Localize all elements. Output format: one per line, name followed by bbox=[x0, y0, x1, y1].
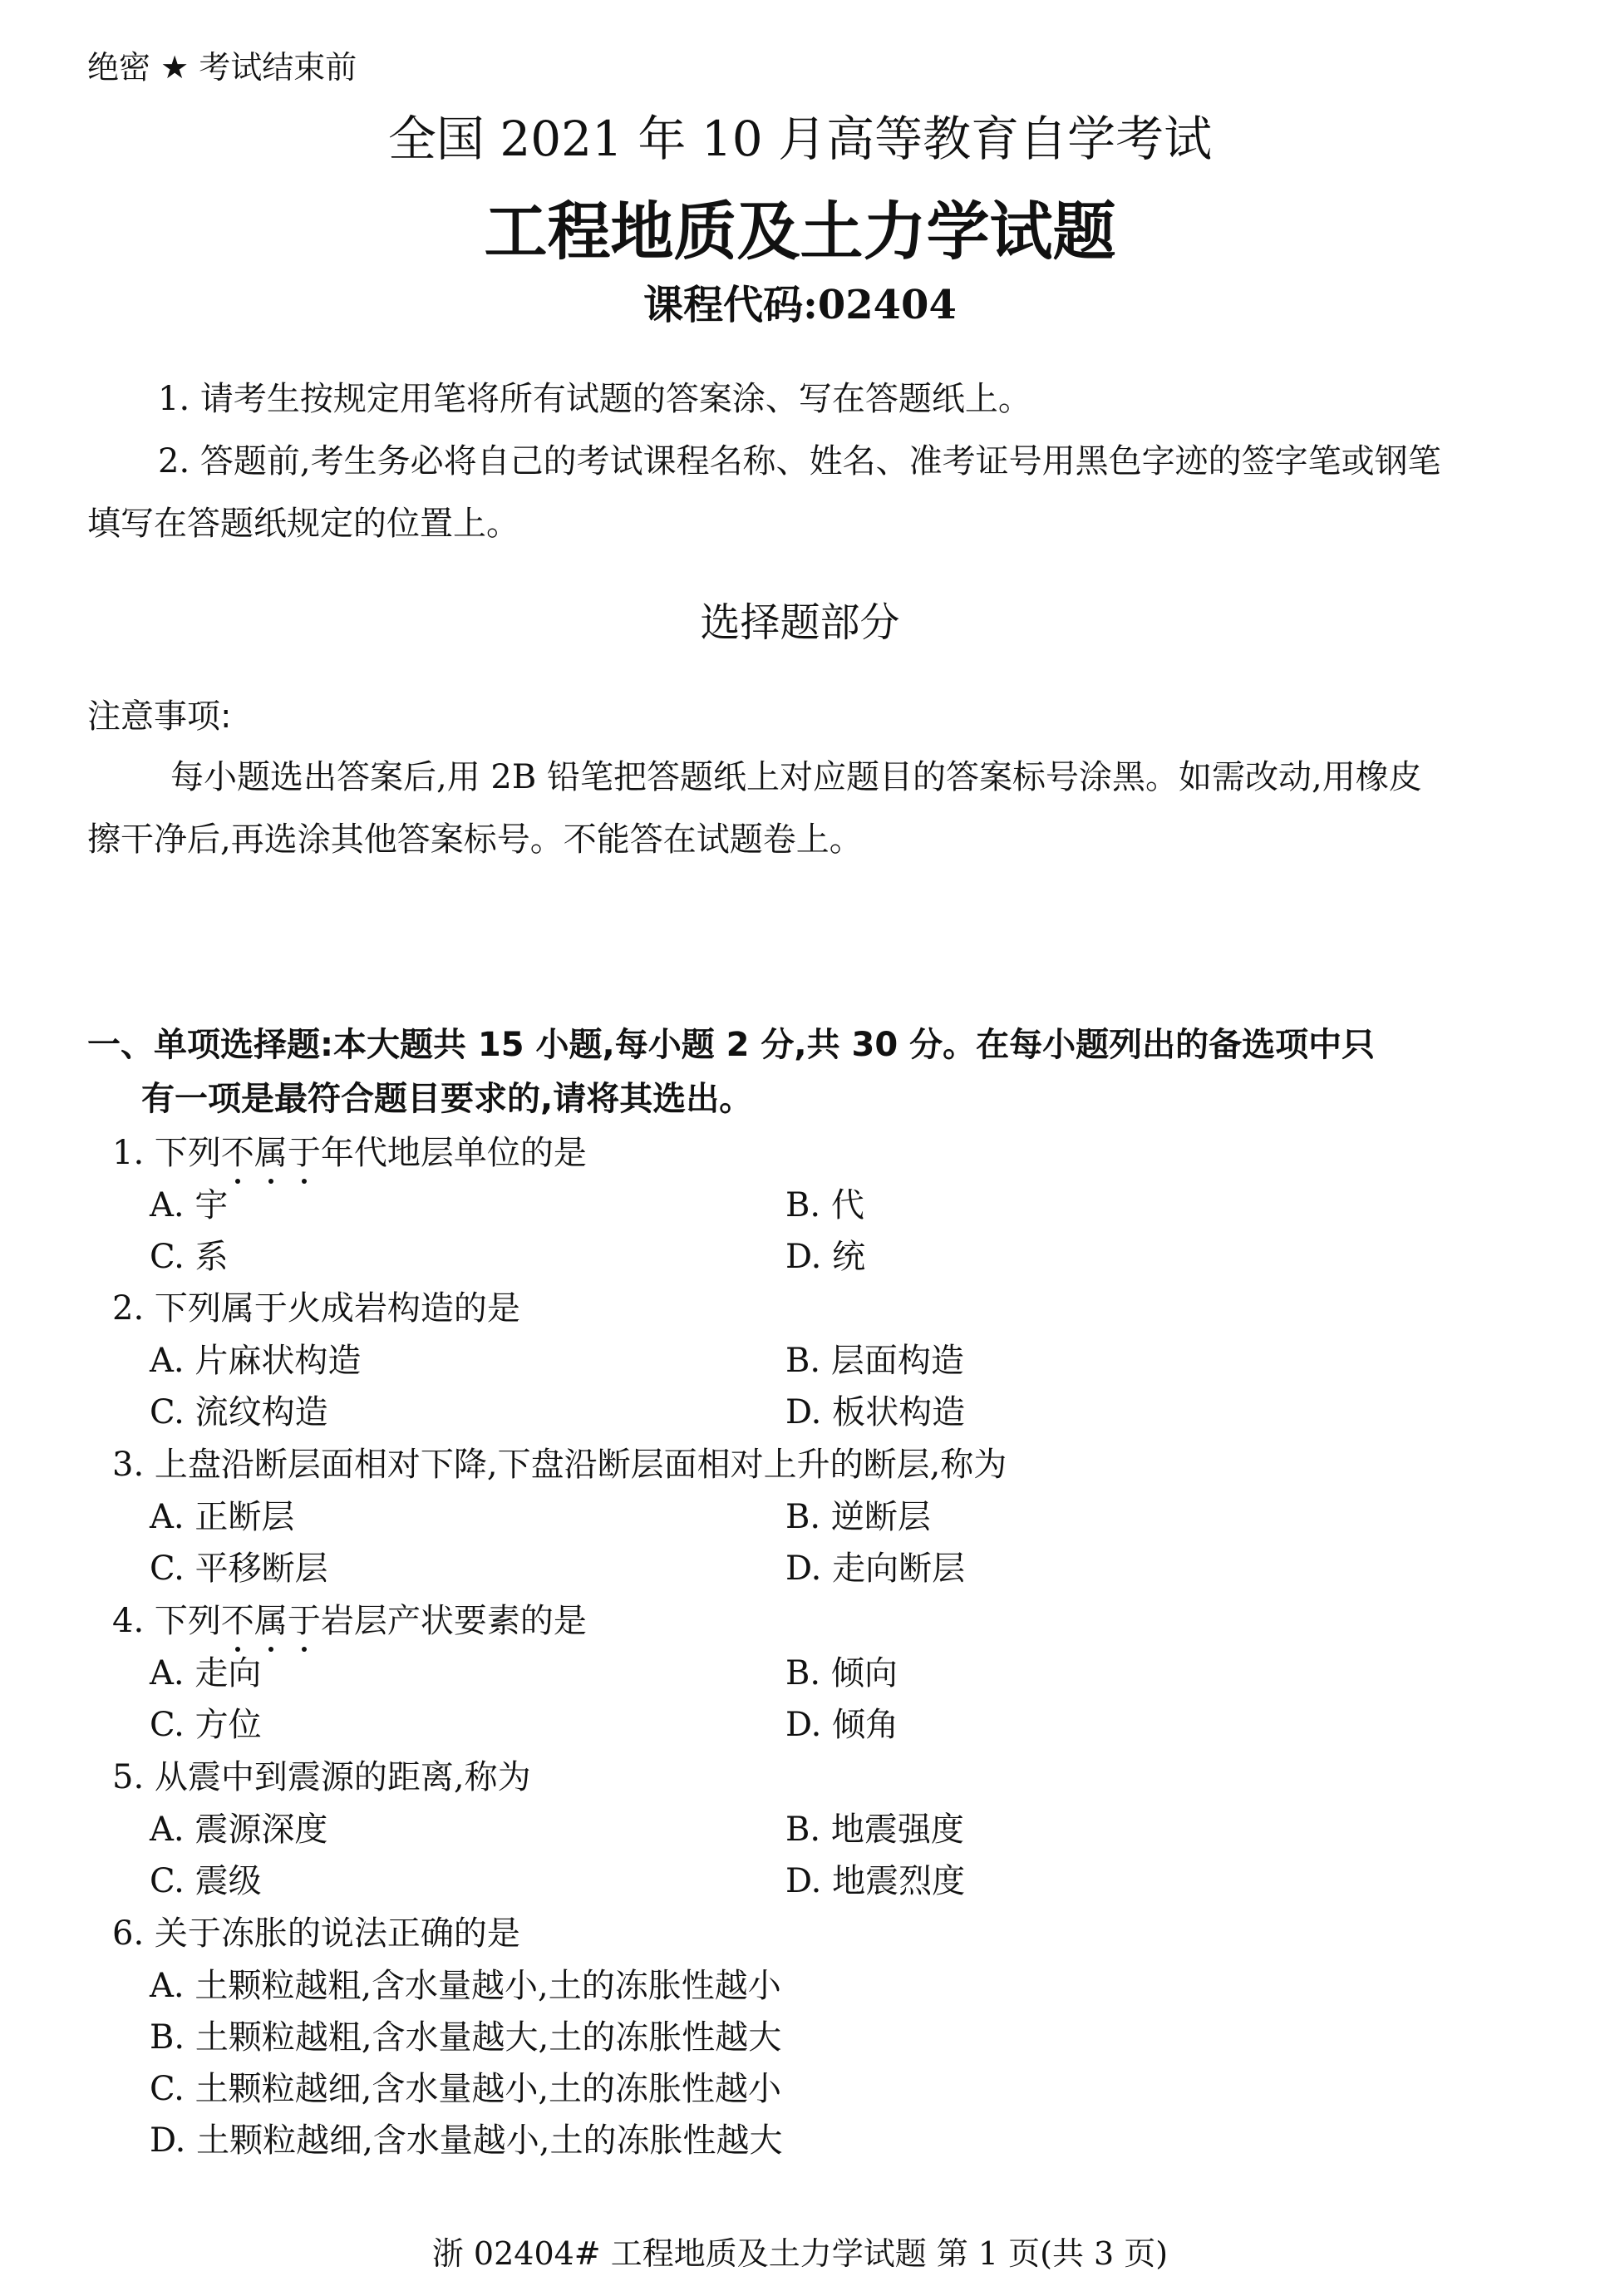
option-d: D. 地震烈度 bbox=[785, 1862, 966, 1900]
emphasis-char: 不 bbox=[220, 1602, 254, 1640]
confidential-label: 绝密 ★ 考试结束前 bbox=[87, 49, 357, 86]
emphasis-char: 于 bbox=[287, 1134, 321, 1172]
option-c: C. 系 bbox=[150, 1238, 229, 1276]
notice-text-1: 每小题选出答案后,用 2B 铅笔把答题纸上对应题目的答案标号涂黑。如需改动,用橡皮 bbox=[170, 758, 1422, 796]
exam-title: 全国 2021 年 10 月高等教育自学考试 bbox=[387, 111, 1213, 167]
instruction-1: 1. 请考生按规定用笔将所有试题的答案涂、写在答题纸上。 bbox=[158, 380, 1031, 418]
course-code: 课程代码:02404 bbox=[643, 282, 957, 328]
option-a: A. 走向 bbox=[150, 1654, 262, 1692]
notice-text-2: 擦干净后,再选涂其他答案标号。不能答在试题卷上。 bbox=[87, 820, 863, 859]
option-c: C. 流纹构造 bbox=[150, 1393, 328, 1431]
question-5-stem: 5. 从震中到震源的距离,称为 bbox=[112, 1758, 531, 1796]
option-d: D. 板状构造 bbox=[785, 1393, 966, 1431]
part1-heading: 一、单项选择题:本大题共 15 小题,每小题 2 分,共 30 分。在每小题列出的备选项中只 bbox=[87, 1026, 1376, 1064]
paper-title: 工程地质及土力学试题 bbox=[484, 195, 1116, 269]
page-footer: 浙 02404# 工程地质及土力学试题 第 1 页(共 3 页) bbox=[431, 2235, 1169, 2272]
option-d: D. 走向断层 bbox=[785, 1550, 966, 1588]
option-c: C. 土颗粒越细,含水量越小,土的冻胀性越小 bbox=[150, 2070, 782, 2108]
option-d: D. 土颗粒越细,含水量越小,土的冻胀性越大 bbox=[150, 2121, 783, 2160]
question-1-stem bbox=[112, 1126, 587, 1174]
question-2-stem: 2. 下列属于火成岩构造的是 bbox=[112, 1289, 520, 1328]
question-4-stem bbox=[112, 1594, 587, 1642]
option-a: A. 震源深度 bbox=[150, 1811, 328, 1849]
option-a: A. 宇 bbox=[150, 1186, 229, 1224]
part1-heading-continued: 有一项是最符合题目要求的,请将其选出。 bbox=[141, 1080, 753, 1118]
instruction-2-continued: 填写在答题纸规定的位置上。 bbox=[87, 505, 519, 543]
emphasis-char: 于 bbox=[287, 1602, 321, 1640]
option-a: A. 土颗粒越粗,含水量越小,土的冻胀性越小 bbox=[150, 1967, 781, 2005]
question-3-stem: 3. 上盘沿断层面相对下降,下盘沿断层面相对上升的断层,称为 bbox=[112, 1446, 1007, 1484]
option-b: B. 代 bbox=[785, 1186, 864, 1224]
option-a: A. 正断层 bbox=[150, 1498, 295, 1536]
option-c: C. 平移断层 bbox=[150, 1550, 328, 1588]
option-b: B. 倾向 bbox=[785, 1654, 898, 1692]
option-a: A. 片麻状构造 bbox=[150, 1342, 362, 1380]
question-stem-prefix: 4. 下列 bbox=[112, 1602, 221, 1640]
notice-title: 注意事项: bbox=[87, 697, 232, 736]
question-stem-suffix: 岩层产状要素的是 bbox=[320, 1602, 587, 1640]
emphasis-char: 属 bbox=[254, 1134, 288, 1172]
option-b: B. 逆断层 bbox=[785, 1498, 931, 1536]
question-6-stem: 6. 关于冻胀的说法正确的是 bbox=[112, 1914, 520, 1953]
question-stem-prefix: 1. 下列 bbox=[112, 1134, 221, 1172]
section-title: 选择题部分 bbox=[700, 599, 900, 646]
option-d: D. 倾角 bbox=[785, 1706, 899, 1744]
instruction-2: 2. 答题前,考生务必将自己的考试课程名称、姓名、准考证号用黑色字迹的签字笔或钢笔 bbox=[158, 442, 1441, 480]
question-stem-suffix: 年代地层单位的是 bbox=[320, 1134, 587, 1172]
emphasis-char: 不 bbox=[220, 1134, 254, 1172]
option-b: B. 土颗粒越粗,含水量越大,土的冻胀性越大 bbox=[150, 2018, 782, 2057]
option-c: C. 震级 bbox=[150, 1862, 262, 1900]
option-b: B. 层面构造 bbox=[785, 1342, 964, 1380]
option-d: D. 统 bbox=[785, 1238, 866, 1276]
option-c: C. 方位 bbox=[150, 1706, 262, 1744]
emphasis-char: 属 bbox=[254, 1602, 288, 1640]
option-b: B. 地震强度 bbox=[785, 1811, 964, 1849]
